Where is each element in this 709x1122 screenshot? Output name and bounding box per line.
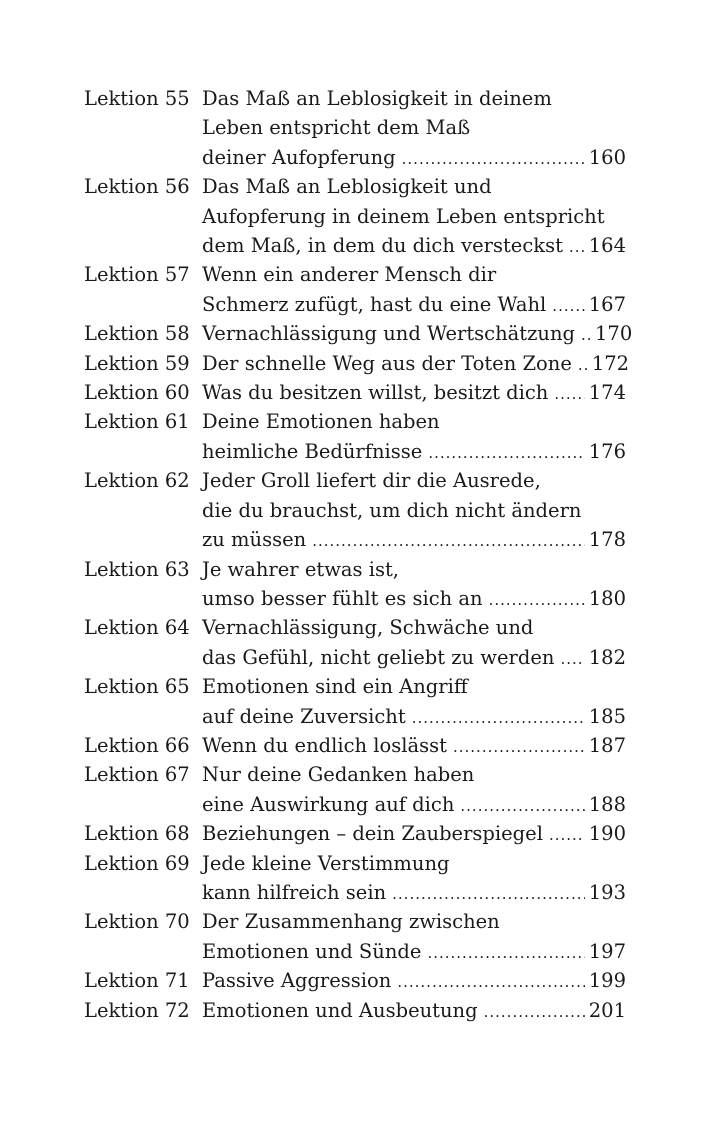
- title-last-line: [202, 437, 626, 466]
- page-number: 201: [588, 998, 626, 1022]
- page-number: 199: [588, 969, 626, 993]
- toc-entry[interactable]: [84, 172, 626, 260]
- toc-entry[interactable]: [84, 760, 626, 819]
- dot-leader: [402, 152, 585, 167]
- title-line: heimliche Bedürfnisse: [202, 439, 423, 463]
- lesson-title: [202, 349, 630, 378]
- lesson-title: [202, 672, 626, 731]
- dot-leader: [412, 711, 585, 726]
- lesson-title: [202, 731, 626, 760]
- lesson-label: Lektion 58: [84, 322, 190, 346]
- title-last-line: [202, 319, 633, 348]
- title-last-line: [202, 231, 626, 260]
- title-line: Das Maß an Leblosigkeit und: [202, 175, 492, 199]
- lesson-title: [202, 966, 626, 995]
- dot-leader: [484, 1005, 585, 1020]
- dot-leader: [581, 328, 591, 343]
- toc-entry[interactable]: [84, 996, 626, 1025]
- title-line: Vernachlässigung, Schwäche und: [202, 616, 534, 640]
- title-last-line: [202, 966, 626, 995]
- lesson-label: Lektion 59: [84, 351, 190, 375]
- title-line: Der schnelle Weg aus der Toten Zone: [202, 351, 572, 375]
- lesson-title: [202, 555, 626, 614]
- lesson-label: Lektion 60: [84, 381, 190, 405]
- page-number: 193: [588, 880, 626, 904]
- lesson-title: [202, 466, 626, 554]
- dot-leader: [489, 593, 585, 608]
- title-line: dem Maß, in dem du dich versteckst: [202, 234, 563, 258]
- lesson-title: [202, 907, 626, 966]
- lesson-label: Lektion 69: [84, 851, 190, 875]
- lesson-label: Lektion 70: [84, 910, 190, 934]
- lesson-title: [202, 819, 626, 848]
- toc-entry[interactable]: [84, 907, 626, 966]
- page-number: 164: [588, 234, 626, 258]
- dot-leader: [560, 652, 584, 667]
- toc-entry[interactable]: [84, 349, 630, 378]
- dot-leader: [460, 799, 584, 814]
- lesson-label: Lektion 66: [84, 733, 190, 757]
- title-line: Aufopferung in deinem Leben entspricht: [202, 204, 605, 228]
- dot-leader: [554, 387, 584, 402]
- title-last-line: [202, 702, 626, 731]
- lesson-title: [202, 84, 626, 172]
- toc-entry[interactable]: [84, 819, 626, 848]
- dot-leader: [312, 534, 585, 549]
- title-line: Emotionen und Sünde: [202, 939, 422, 963]
- lesson-title: [202, 996, 626, 1025]
- toc-entry[interactable]: [84, 84, 626, 172]
- title-last-line: [202, 378, 626, 407]
- title-line: eine Auswirkung auf dich: [202, 792, 455, 816]
- title-last-line: [202, 996, 626, 1025]
- page-number: 176: [588, 439, 626, 463]
- dot-leader: [427, 946, 584, 961]
- page-number: 187: [588, 733, 626, 757]
- title-last-line: [202, 643, 626, 672]
- title-line: Passive Aggression: [202, 969, 392, 993]
- toc-entry[interactable]: [84, 378, 626, 407]
- page-number: 160: [588, 145, 626, 169]
- toc-entry[interactable]: [84, 407, 626, 466]
- title-line: Beziehungen – dein Zauberspiegel: [202, 822, 543, 846]
- lesson-title: [202, 378, 626, 407]
- title-line: Deine Emotionen haben: [202, 410, 440, 434]
- title-last-line: [202, 819, 626, 848]
- dot-leader: [549, 828, 585, 843]
- page-number: 185: [588, 704, 626, 728]
- toc-entry[interactable]: [84, 849, 626, 908]
- title-line: Emotionen und Ausbeutung: [202, 998, 478, 1022]
- lesson-title: [202, 172, 626, 260]
- toc-entry[interactable]: [84, 672, 626, 731]
- title-line: Was du besitzen willst, besitzt dich: [202, 381, 549, 405]
- page-number: 197: [588, 939, 626, 963]
- title-last-line: [202, 584, 626, 613]
- page-number: 167: [588, 292, 626, 316]
- dot-leader: [428, 446, 584, 461]
- dot-leader: [453, 740, 585, 755]
- lesson-label: Lektion 56: [84, 175, 190, 199]
- title-line: Leben entspricht dem Maß: [202, 116, 471, 140]
- title-line: Das Maß an Leblosigkeit in deinem: [202, 87, 552, 110]
- page-number: 170: [595, 322, 633, 346]
- lesson-label: Lektion 68: [84, 822, 190, 846]
- lesson-title: [202, 319, 633, 348]
- title-last-line: [202, 525, 626, 554]
- dot-leader: [552, 299, 584, 314]
- title-last-line: [202, 349, 630, 378]
- title-line: das Gefühl, nicht geliebt zu werden: [202, 645, 555, 669]
- toc-entry[interactable]: [84, 260, 626, 319]
- page-number: 182: [588, 645, 626, 669]
- lesson-title: [202, 849, 626, 908]
- title-line: Wenn ein anderer Mensch dir: [202, 263, 497, 287]
- title-last-line: [202, 878, 626, 907]
- title-line: Schmerz zufügt, hast du eine Wahl: [202, 292, 547, 316]
- dot-leader: [392, 887, 585, 902]
- title-line: zu müssen: [202, 528, 307, 552]
- toc-entry[interactable]: [84, 731, 626, 760]
- page-number: 172: [591, 351, 630, 375]
- page-number: 180: [588, 586, 626, 610]
- page-number: 190: [588, 822, 626, 846]
- lesson-label: Lektion 62: [84, 469, 190, 493]
- title-line: kann hilfreich sein: [202, 880, 387, 904]
- title-line: die du brauchst, um dich nicht ändern: [202, 498, 582, 522]
- toc-entry[interactable]: [84, 555, 626, 614]
- title-line: deiner Aufopferung: [202, 145, 396, 169]
- title-last-line: [202, 937, 626, 966]
- title-line: Emotionen sind ein Angriff: [202, 675, 468, 699]
- toc-entry[interactable]: [84, 466, 626, 554]
- title-line: umso besser fühlt es sich an: [202, 586, 483, 610]
- page-number: 178: [588, 528, 626, 552]
- lesson-label: Lektion 67: [84, 763, 190, 787]
- dot-leader: [397, 975, 584, 990]
- lesson-title: [202, 260, 626, 319]
- lesson-label: Lektion 63: [84, 557, 190, 581]
- title-line: Je wahrer etwas ist,: [202, 557, 399, 581]
- lesson-label: Lektion 64: [84, 616, 190, 640]
- title-line: auf deine Zuversicht: [202, 704, 406, 728]
- toc-entry[interactable]: [84, 613, 626, 672]
- dot-leader: [578, 358, 588, 373]
- lesson-label: Lektion 72: [84, 998, 190, 1022]
- title-line: Nur deine Gedanken haben: [202, 763, 475, 787]
- title-last-line: [202, 790, 626, 819]
- page-number: 188: [588, 792, 626, 816]
- title-line: Der Zusammenhang zwischen: [202, 910, 500, 934]
- title-line: Wenn du endlich loslässt: [202, 733, 447, 757]
- toc-entry[interactable]: [84, 966, 626, 995]
- lesson-label: Lektion 61: [84, 410, 190, 434]
- title-last-line: [202, 731, 626, 760]
- title-last-line: [202, 290, 626, 319]
- lesson-label: Lektion 71: [84, 969, 190, 993]
- lesson-title: [202, 613, 626, 672]
- title-last-line: [202, 143, 626, 172]
- table-of-contents: [84, 84, 633, 1025]
- dot-leader: [569, 240, 585, 255]
- title-line: Jeder Groll liefert dir die Ausrede,: [202, 469, 541, 493]
- lesson-label: Lektion 57: [84, 263, 190, 287]
- page-number: 174: [588, 381, 626, 405]
- lesson-title: [202, 760, 626, 819]
- title-line: Vernachlässigung und Wertschätzung: [202, 322, 575, 346]
- lesson-label: Lektion 55: [84, 87, 190, 110]
- lesson-title: [202, 407, 626, 466]
- toc-entry[interactable]: [84, 319, 633, 348]
- lesson-label: Lektion 65: [84, 675, 190, 699]
- title-line: Jede kleine Verstimmung: [202, 851, 450, 875]
